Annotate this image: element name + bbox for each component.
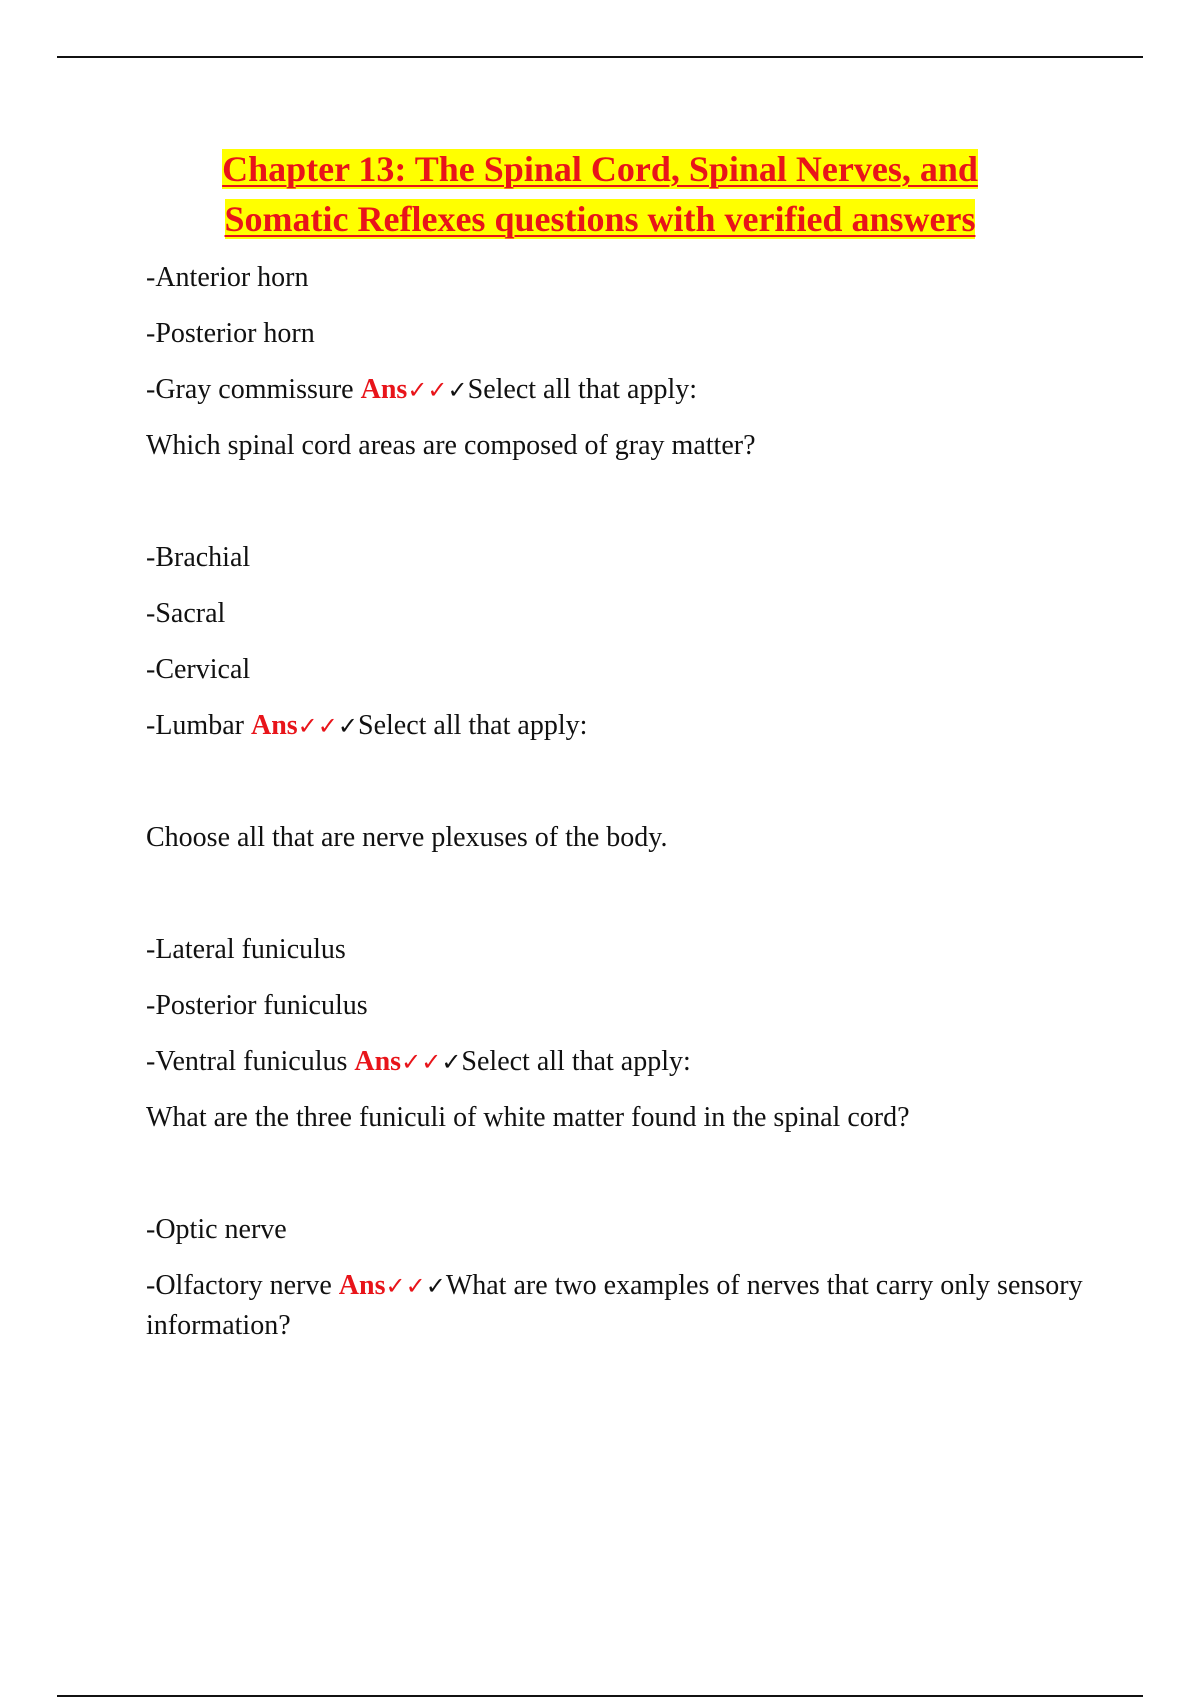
answer-line: [146, 1042, 1086, 1082]
question-text: What are the three funiculi of white matter found in the spinal cord?: [146, 1102, 910, 1133]
answer-option: -Lateral funiculus: [146, 934, 346, 965]
check-icon: ✓: [427, 376, 448, 404]
title-line-2: Somatic Reflexes questions with verified answers: [224, 199, 976, 239]
title-line-1: Chapter 13: The Spinal Cord, Spinal Nerves, and: [222, 149, 978, 189]
bottom-rule: [57, 1695, 1143, 1697]
spacer: [146, 1154, 1086, 1210]
answer-option: -Brachial: [146, 542, 251, 573]
question-text: What are two examples of nerves that carry only sensory information?: [146, 1270, 1083, 1341]
check-icon: ✓: [421, 1048, 442, 1076]
check-icon: ✓: [401, 1048, 422, 1076]
question-prompt: Select all that apply:: [461, 1046, 691, 1077]
answer-line: [146, 1266, 1086, 1346]
check-icon: ✓: [297, 712, 318, 740]
answer-option: -Lumbar: [146, 710, 244, 741]
check-icon: ✓: [337, 712, 358, 740]
question-prompt: Select all that apply:: [358, 710, 588, 741]
ans-label: Ans: [354, 1046, 402, 1077]
answer-option: -Gray commissure: [146, 374, 354, 405]
answer-option: -Cervical: [146, 654, 251, 685]
spacer: [146, 762, 1086, 818]
answer-option: -Anterior horn: [146, 262, 309, 293]
ans-label: Ans: [250, 710, 298, 741]
check-icon: ✓: [447, 376, 468, 404]
check-icon: ✓: [317, 712, 338, 740]
question-text: Which spinal cord areas are composed of gray matter?: [146, 430, 756, 461]
document-title: [100, 144, 1100, 244]
answer-option: -Ventral funiculus: [146, 1046, 348, 1077]
answer-option: -Sacral: [146, 598, 226, 629]
spacer: [146, 874, 1086, 930]
check-icon: ✓: [405, 1272, 426, 1300]
question-text: Choose all that are nerve plexuses of the body.: [146, 822, 668, 853]
answer-option: -Optic nerve: [146, 1214, 287, 1245]
answer-option: -Posterior funiculus: [146, 990, 368, 1021]
answer-option: -Posterior horn: [146, 318, 315, 349]
top-rule: [57, 56, 1143, 58]
answer-line: [146, 370, 1086, 410]
answer-line: [146, 706, 1086, 746]
answer-option: -Olfactory nerve: [146, 1270, 332, 1301]
document-body: [146, 258, 1086, 1362]
question-prompt: Select all that apply:: [467, 374, 698, 405]
check-icon: ✓: [385, 1272, 406, 1300]
check-icon: ✓: [441, 1048, 462, 1076]
ans-label: Ans: [338, 1270, 386, 1301]
ans-label: Ans: [360, 374, 408, 405]
check-icon: ✓: [425, 1272, 446, 1300]
spacer: [146, 482, 1086, 538]
check-icon: ✓: [407, 376, 428, 404]
